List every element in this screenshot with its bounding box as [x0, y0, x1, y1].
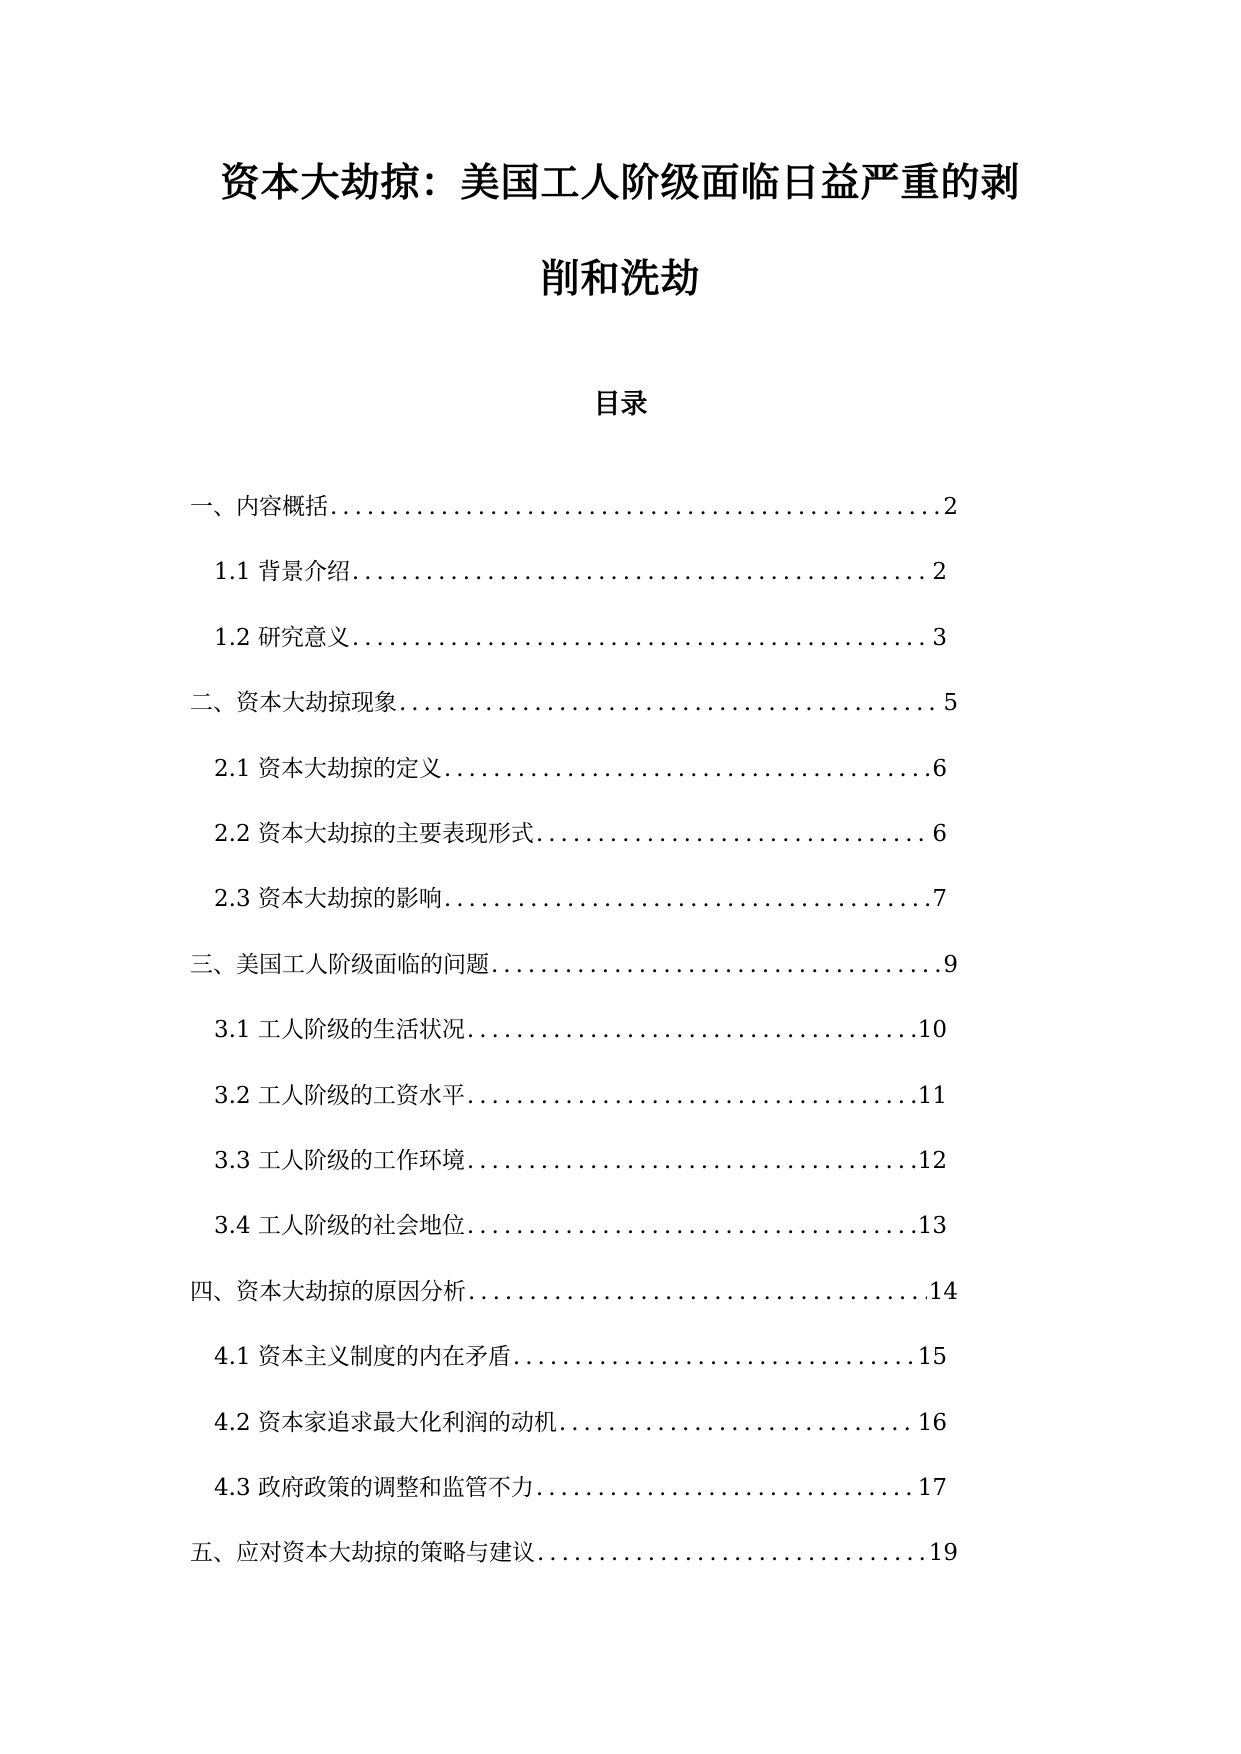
toc-entry-page: 11: [917, 1082, 947, 1109]
toc-dot-leader: [444, 756, 930, 782]
toc-dot-leader: [467, 1148, 916, 1174]
toc-entry[interactable]: [214, 815, 947, 849]
toc-entry-page: 2: [932, 559, 947, 586]
toc-entry[interactable]: [214, 619, 947, 653]
toc-entry[interactable]: [214, 1404, 947, 1438]
toc-entry[interactable]: [214, 553, 947, 587]
toc-entry-label: 一、内容概括: [190, 494, 328, 520]
toc-dot-leader: [468, 1279, 927, 1305]
toc-dot-leader: [559, 1410, 916, 1436]
toc-entry-label: 四、资本大劫掠的原因分析: [190, 1278, 466, 1305]
toc-entry-label: 2.3 资本大劫掠的影响: [214, 886, 442, 913]
toc-entry-page: 14: [928, 1278, 958, 1305]
toc-entry-page: 9: [943, 951, 958, 978]
toc-dot-leader: [467, 1213, 916, 1239]
toc-dot-leader: [352, 625, 930, 651]
toc-entry-label: 3.1 工人阶级的生活状况: [214, 1017, 465, 1044]
toc-dot-leader: [537, 1540, 927, 1566]
toc-entry[interactable]: [190, 1273, 958, 1307]
toc-entry-label: 三、美国工人阶级面临的问题: [190, 951, 489, 978]
toc-dot-leader: [330, 494, 941, 520]
toc-entry-page: 6: [932, 821, 947, 847]
toc-dot-leader: [444, 886, 930, 912]
toc-dot-leader: [513, 1344, 916, 1370]
toc-entry-page: 17: [917, 1475, 947, 1501]
toc-entry-label: 1.2 研究意义: [214, 624, 350, 651]
toc-dot-leader: [467, 1083, 916, 1109]
toc-entry-page: 6: [932, 755, 947, 782]
toc-entry-page: 12: [917, 1148, 947, 1174]
toc-entry[interactable]: [190, 684, 958, 718]
toc-entry[interactable]: [214, 880, 947, 914]
toc-entry-label: 二、资本大劫掠现象: [190, 690, 397, 717]
toc-entry[interactable]: [214, 750, 947, 784]
toc-dot-leader: [491, 952, 941, 978]
toc-entry[interactable]: [214, 1011, 947, 1045]
toc-entry-label: 4.1 资本主义制度的内在矛盾: [214, 1344, 511, 1371]
toc-entry[interactable]: [190, 946, 958, 980]
toc-entry-label: 3.2 工人阶级的工资水平: [214, 1082, 465, 1109]
toc-entry-page: 5: [943, 690, 958, 717]
toc-dot-leader: [536, 821, 930, 847]
toc-entry[interactable]: [214, 1077, 947, 1111]
toc-entry-label: 2.2 资本大劫掠的主要表现形式: [214, 821, 534, 847]
toc-entry-label: 五、应对资本大劫掠的策略与建议: [190, 1540, 535, 1567]
toc-entry-page: 19: [928, 1540, 958, 1567]
toc-entry[interactable]: [190, 488, 958, 522]
toc-entry-page: 10: [917, 1017, 947, 1044]
toc-dot-leader: [399, 690, 941, 716]
toc-entry[interactable]: [214, 1469, 947, 1503]
toc-entry-page: 2: [943, 494, 958, 520]
toc-entry-label: 4.3 政府政策的调整和监管不力: [214, 1475, 534, 1501]
toc-entry-page: 7: [932, 886, 947, 913]
toc-entry[interactable]: [190, 1534, 958, 1568]
toc-entry[interactable]: [214, 1142, 947, 1176]
document-title-line-2: 削和洗劫: [540, 257, 701, 302]
toc-entry-page: 3: [932, 624, 947, 651]
toc-dot-leader: [536, 1475, 916, 1501]
toc-entry[interactable]: [214, 1207, 947, 1241]
toc-entry-page: 15: [917, 1344, 947, 1371]
toc-entry-label: 2.1 资本大劫掠的定义: [214, 755, 442, 782]
toc-entry-label: 3.4 工人阶级的社会地位: [214, 1213, 465, 1240]
toc-entry-label: 1.1 背景介绍: [214, 559, 350, 586]
document-title-line-1: 资本大劫掠：美国工人阶级面临日益严重的剥: [220, 161, 1021, 206]
toc-entry-label: 3.3 工人阶级的工作环境: [214, 1148, 465, 1174]
toc-dot-leader: [352, 559, 930, 585]
toc-entry[interactable]: [214, 1338, 947, 1372]
toc-dot-leader: [467, 1017, 916, 1043]
toc-heading: 目录: [593, 389, 648, 420]
toc-entry-page: 16: [917, 1409, 947, 1436]
toc-entry-page: 13: [917, 1213, 947, 1240]
toc-entry-label: 4.2 资本家追求最大化利润的动机: [214, 1409, 557, 1436]
